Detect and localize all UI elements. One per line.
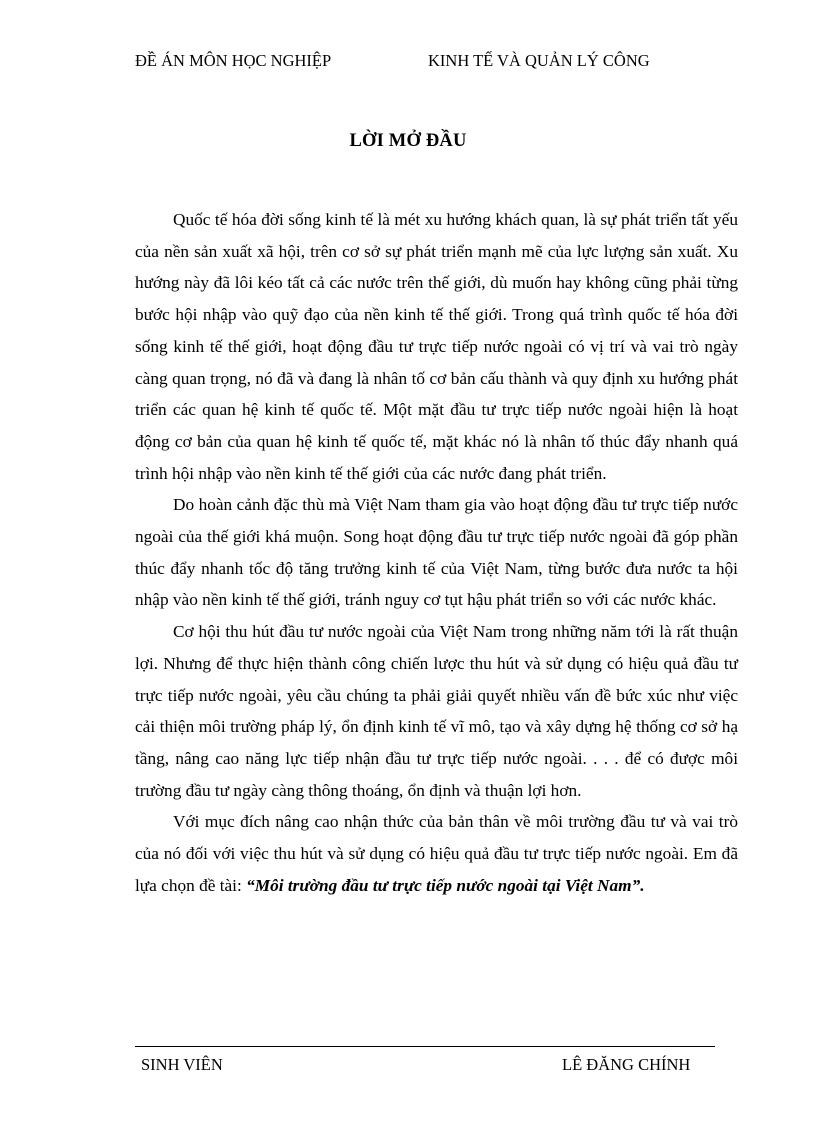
footer-left: SINH VIÊN <box>141 1055 223 1074</box>
footer-right: LÊ ĐĂNG CHÍNH <box>562 1055 691 1074</box>
paragraph-3: Cơ hội thu hút đầu tư nước ngoài của Việt Nam trong những năm tới là rất thuận lợi. Nhưng để thực hiện thành công chiến lược thu hút và sử dụng có hiệu quả đầu tư trực tiếp nước ngoài, yêu cầu chúng ta phải giải quyết nhiều vấn đề bức xúc như việc cải thiện môi trường pháp lý, ổn định kinh tế vĩ mô, tạo và xây dựng hệ thống cơ sở hạ tầng, nâng cao năng lực tiếp nhận đầu tư trực tiếp nước ngoài. . . . để có được môi trường đầu tư ngày càng thông thoáng, ổn định và thuận lợi hơn. <box>135 622 738 800</box>
page-title: LỜI MỞ ĐẦU <box>349 131 467 151</box>
footer-divider <box>135 1046 715 1047</box>
paragraph-4 <box>135 806 738 901</box>
paragraph-1: Quốc tế hóa đời sống kinh tế là mét xu hướng khách quan, là sự phát triển tất yếu của nền sản xuất xã hội, trên cơ sở sự phát triển mạnh mẽ của lực lượng sản xuất. Xu hướng này đã lôi kéo tất cả các nước trên thế giới, dù muốn hay không cũng phải từng bước hội nhập vào quỹ đạo của nền kinh tế thế giới. Trong quá trình quốc tế hóa đời sống kinh tế thế giới, hoạt động đầu tư trực tiếp nước ngoài có vị trí và vai trò ngày càng quan trọng, nó đã và đang là nhân tố cơ bản cấu thành và quy định xu hướng phát triển các quan hệ kinh tế quốc tế. Một mặt đầu tư trực tiếp nước ngoài hiện là hoạt động cơ bản của quan hệ kinh tế quốc tế, mặt khác nó là nhân tố thúc đẩy nhanh quá trình hội nhập vào nền kinh tế thế giới của các nước đang phát triển. <box>135 210 738 483</box>
header-left: ĐỀ ÁN MÔN HỌC NGHIỆP <box>135 51 332 70</box>
thesis-topic: “Môi trường đầu tư trực tiếp nước ngoài tại Việt Nam”. <box>246 875 645 895</box>
header-right: KINH TẾ VÀ QUẢN LÝ CÔNG <box>428 51 650 70</box>
document-body <box>135 204 738 901</box>
paragraph-4-text: Với mục đích nâng cao nhận thức của bản thân về môi trường đầu tư và vai trò của nó đối với việc thu hút và sử dụng có hiệu quả đầu tư trực tiếp nước ngoài. Em đã lựa chọn đề tài: <box>135 812 738 895</box>
paragraph-2: Do hoàn cảnh đặc thù mà Việt Nam tham gia vào hoạt động đầu tư trực tiếp nước ngoài của thế giới khá muộn. Song hoạt động đầu tư trực tiếp nước ngoài đã góp phần thúc đẩy nhanh tốc độ tăng trưởng kinh tế của Việt Nam, từng bước đưa nước ta hội nhập vào nền kinh tế thế giới, tránh nguy cơ tụt hậu phát triển so với các nước khác. <box>135 495 738 610</box>
